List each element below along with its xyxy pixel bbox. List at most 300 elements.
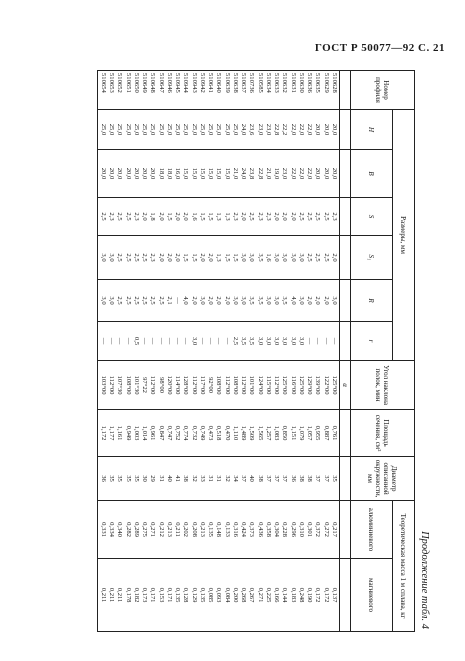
cell-mg-11: 0,268 xyxy=(240,587,248,603)
cell-al-2: 0,372 xyxy=(314,522,322,537)
cell-D-28: 36 xyxy=(100,475,107,482)
cell-r-24: 0,5 xyxy=(133,336,140,346)
cell-B-8: 21,0 xyxy=(265,167,272,180)
cell-a-18: 128°00 xyxy=(182,375,190,395)
column-diameter xyxy=(97,457,339,501)
cell-r-0: — xyxy=(331,337,338,345)
cell-p-0: 510628 xyxy=(331,73,338,93)
cell-S1-9: 3,5 xyxy=(256,253,264,262)
cell-S-22: 1,8 xyxy=(149,212,157,221)
cell-S-13: 1,3 xyxy=(223,212,231,221)
header-profile: Номер профиля xyxy=(351,71,415,110)
cell-a-23: 97°22 xyxy=(141,377,149,393)
profiles-table xyxy=(97,70,415,632)
cell-B-18: 15,0 xyxy=(182,167,190,180)
cell-H-11: 24,0 xyxy=(240,123,248,136)
cell-p-6: 510632 xyxy=(281,73,289,93)
cell-R-16: 3,0 xyxy=(199,296,206,305)
column-S1 xyxy=(97,236,339,280)
cell-S-12: 2,3 xyxy=(232,212,239,221)
cell-S-25: 2,5 xyxy=(124,212,132,221)
cell-D-2: 37 xyxy=(314,475,322,482)
cell-a-0: 125°00 xyxy=(331,375,338,395)
cell-p-21: 510647 xyxy=(157,73,165,93)
cell-S1-1: 2,5 xyxy=(322,253,330,262)
cell-R-27: 3,0 xyxy=(108,296,116,305)
cell-S-6: 2,0 xyxy=(281,212,289,221)
cell-r-26: — xyxy=(116,337,124,345)
cell-D-10: 40 xyxy=(248,475,256,482)
column-S xyxy=(97,198,339,236)
cell-R-21: 2,5 xyxy=(157,296,165,305)
cell-H-15: 25,0 xyxy=(207,123,215,136)
cell-F-6: 0,850 xyxy=(281,425,289,441)
cell-H-12: 25,0 xyxy=(232,123,239,136)
cell-F-22: 0,961 xyxy=(149,425,157,441)
cell-H-28: 25,0 xyxy=(100,123,107,136)
cell-al-23: 0,275 xyxy=(141,522,149,537)
cell-mg-8: 0,225 xyxy=(265,587,272,603)
header-mass-group: Теоретическая масса 1 м сплава, кг xyxy=(393,501,415,632)
cell-B-0: 20,0 xyxy=(331,167,338,180)
cell-mg-25: 0,178 xyxy=(124,587,132,603)
cell-a-15: 92°00 xyxy=(207,377,215,393)
cell-r-13: — xyxy=(223,337,231,345)
cell-al-0: 0,217 xyxy=(331,522,338,537)
cell-S1-15: 2,0 xyxy=(207,253,215,262)
cell-al-16: 0,213 xyxy=(199,522,206,537)
cell-R-23: 2,5 xyxy=(141,296,149,305)
cell-p-7: 510633 xyxy=(273,73,281,93)
cell-R-9: 3,5 xyxy=(256,296,264,305)
cell-a-2: 139°00 xyxy=(314,375,322,395)
cell-al-6: 0,228 xyxy=(281,522,289,537)
cell-F-28: 1,172 xyxy=(100,425,107,441)
cell-a-17: 112°00 xyxy=(190,375,198,395)
cell-H-10: 23,6 xyxy=(248,123,256,136)
cell-p-14: 510640 xyxy=(215,73,223,93)
cell-S-16: 1,5 xyxy=(199,212,206,221)
cell-al-3: 0,301 xyxy=(306,522,314,537)
column-r xyxy=(97,322,339,361)
cell-H-26: 25,0 xyxy=(116,123,124,136)
cell-D-12: 34 xyxy=(232,475,239,482)
column-mass-aluminium xyxy=(97,501,339,559)
cell-al-5: 0,296 xyxy=(289,522,297,537)
cell-S-1: 2,5 xyxy=(322,212,330,221)
cell-D-23: 30 xyxy=(141,475,149,482)
cell-S-24: 2,3 xyxy=(133,212,140,221)
cell-al-8: 0,358 xyxy=(265,522,272,537)
cell-r-19: — xyxy=(174,337,182,345)
cell-S-7: 2,0 xyxy=(273,212,281,221)
cell-mg-0: 0,137 xyxy=(331,587,338,603)
cell-r-15: — xyxy=(207,337,215,345)
cell-S-3: 2,5 xyxy=(306,212,314,221)
cell-F-8: 1,257 xyxy=(265,425,272,441)
cell-p-17: 510943 xyxy=(190,73,198,93)
cell-B-24: 20,0 xyxy=(133,167,140,180)
cell-al-4: 0,310 xyxy=(298,522,305,537)
cell-B-2: 20,0 xyxy=(314,167,322,180)
cell-S-23: 2,0 xyxy=(141,212,149,221)
cell-R-2: 2,0 xyxy=(314,296,322,305)
cell-R-22: 2,5 xyxy=(149,296,157,305)
cell-B-16: 15,0 xyxy=(199,167,206,180)
cell-H-13: 25,0 xyxy=(223,123,231,136)
header-B: B xyxy=(351,150,393,198)
cell-mg-21: 0,153 xyxy=(157,587,165,603)
header-sizes-group: Размеры, мм xyxy=(393,110,415,361)
cell-B-17: 15,0 xyxy=(190,167,198,180)
cell-F-21: 0,847 xyxy=(157,425,165,441)
cell-al-24: 0,289 xyxy=(133,522,140,537)
cell-al-21: 0,212 xyxy=(157,522,165,537)
cell-D-27: 35 xyxy=(108,475,116,482)
cell-H-21: 25,0 xyxy=(157,123,165,136)
cell-p-26: 510652 xyxy=(116,73,124,93)
cell-a-9: 124°00 xyxy=(256,375,264,395)
cell-al-25: 0,282 xyxy=(124,522,132,537)
cell-r-16: — xyxy=(199,337,206,345)
cell-R-20: 2,1 xyxy=(166,296,173,305)
cell-S1-7: 3,0 xyxy=(273,253,281,262)
cell-R-11: 3,0 xyxy=(240,296,248,305)
cell-p-9: 510585 xyxy=(256,73,264,93)
cell-p-13: 510639 xyxy=(223,73,231,93)
cell-R-8: 3,0 xyxy=(265,296,272,305)
cell-a-3: 129°00 xyxy=(306,375,314,395)
cell-p-20: 510946 xyxy=(166,73,173,93)
cell-al-17: 0,208 xyxy=(190,522,198,537)
cell-H-22: 25,0 xyxy=(149,123,157,136)
cell-S1-21: 2,0 xyxy=(157,253,165,262)
cell-p-27: 510653 xyxy=(108,73,116,93)
cell-r-2: — xyxy=(314,337,322,345)
cell-B-13: 15,0 xyxy=(223,167,231,180)
column-area xyxy=(97,410,339,457)
cell-F-3: 1,057 xyxy=(306,425,314,441)
cell-mg-1: 0,172 xyxy=(322,587,330,603)
cell-mg-6: 0,144 xyxy=(281,587,289,603)
cell-S1-25: 2,5 xyxy=(124,253,132,262)
header-area: Площадь сечения, см² xyxy=(351,410,415,457)
cell-F-19: 0,752 xyxy=(174,425,182,441)
cell-r-20: — xyxy=(166,337,173,345)
cell-D-21: 31 xyxy=(157,475,165,482)
cell-S-28: 2,5 xyxy=(100,212,107,221)
cell-mg-13: 0,084 xyxy=(223,587,231,603)
cell-a-21: 98°00 xyxy=(157,377,165,393)
cell-B-27: 20,0 xyxy=(108,167,116,180)
cell-mg-17: 0,129 xyxy=(190,587,198,603)
cell-R-3: 2,0 xyxy=(306,296,314,305)
cell-r-22: — xyxy=(149,337,157,345)
header-diameter: Диаметр описанной окружности, мм xyxy=(351,457,415,501)
column-H xyxy=(97,110,339,150)
cell-p-4: 510630 xyxy=(298,73,305,93)
cell-mg-4: 0,248 xyxy=(298,587,305,603)
cell-a-27: 112°00 xyxy=(108,375,116,395)
cell-r-17: 3,0 xyxy=(190,336,198,346)
cell-B-21: 18,0 xyxy=(157,167,165,180)
cell-S1-18: 1,5 xyxy=(182,253,190,262)
cell-H-5: 22,0 xyxy=(289,123,297,136)
cell-a-22: 112°00 xyxy=(149,375,157,395)
cell-R-18: 4,0 xyxy=(182,296,190,305)
cell-mg-20: 0,171 xyxy=(166,587,173,603)
cell-H-27: 25,0 xyxy=(108,123,116,136)
cell-p-15: 510641 xyxy=(207,73,215,93)
cell-r-4: 3,0 xyxy=(298,336,305,346)
cell-S1-10: 3,0 xyxy=(248,253,256,262)
cell-al-10: 0,373 xyxy=(248,522,256,537)
cell-D-4: 38 xyxy=(298,475,305,482)
cell-F-20: 0,747 xyxy=(166,425,173,441)
cell-F-1: 0,887 xyxy=(322,425,330,441)
cell-S-15: 1,5 xyxy=(207,212,215,221)
cell-H-0: 20,0 xyxy=(331,123,338,136)
cell-R-24: 2,5 xyxy=(133,296,140,305)
cell-S1-5: 3,0 xyxy=(289,253,297,262)
cell-r-18: — xyxy=(182,337,190,345)
cell-al-7: 0,304 xyxy=(273,522,281,537)
cell-a-16: 117°00 xyxy=(199,375,206,395)
cell-al-11: 0,424 xyxy=(240,522,248,537)
header-aluminium: алюминиевого xyxy=(351,501,393,559)
cell-S-2: 2,5 xyxy=(314,212,322,221)
cell-S-18: 2,0 xyxy=(182,212,190,221)
cell-B-25: 20,0 xyxy=(124,167,132,180)
cell-al-28: 0,331 xyxy=(100,522,107,537)
cell-p-5: 510631 xyxy=(289,73,297,93)
cell-F-4: 1,079 xyxy=(298,425,305,441)
cell-B-1: 20,0 xyxy=(322,167,330,180)
cell-mg-19: 0,135 xyxy=(174,587,182,603)
cell-S-17: 1,6 xyxy=(190,212,198,221)
cell-S1-0: 2,0 xyxy=(331,253,338,262)
cell-S-0: 2,3 xyxy=(331,212,338,221)
cell-H-25: 25,0 xyxy=(124,123,132,136)
cell-F-7: 1,083 xyxy=(273,425,281,441)
cell-B-5: 22,0 xyxy=(289,167,297,180)
cell-S-20: 1,5 xyxy=(166,212,173,221)
cell-p-3: 510636 xyxy=(306,73,314,93)
cell-R-6: 3,5 xyxy=(281,296,289,305)
cell-p-23: 510649 xyxy=(141,73,149,93)
cell-D-5: 36 xyxy=(289,475,297,482)
cell-R-4: 3,0 xyxy=(298,296,305,305)
cell-a-25: 108°00 xyxy=(124,375,132,395)
cell-a-13: 112°00 xyxy=(223,375,231,395)
cell-mg-10: 0,267 xyxy=(248,587,256,603)
cell-p-19: 510945 xyxy=(174,73,182,93)
cell-F-18: 0,774 xyxy=(182,425,190,441)
cell-al-9: 0,436 xyxy=(256,522,264,537)
cell-D-20: 40 xyxy=(166,475,173,482)
cell-p-1: 510629 xyxy=(322,73,330,93)
header-H: H xyxy=(351,110,393,150)
cell-S1-6: 3,0 xyxy=(281,253,289,262)
cell-S1-28: 3,0 xyxy=(100,253,107,262)
column-mass-magnesium xyxy=(97,559,339,632)
cell-S-9: 2,3 xyxy=(256,212,264,221)
cell-R-13: 2,0 xyxy=(223,296,231,305)
cell-H-9: 23,0 xyxy=(256,123,264,136)
cell-B-20: 18,0 xyxy=(166,167,173,180)
cell-B-4: 22,0 xyxy=(298,167,305,180)
cell-D-3: 38 xyxy=(306,475,314,482)
cell-B-3: 22,0 xyxy=(306,167,314,180)
cell-R-25: 2,5 xyxy=(124,296,132,305)
cell-p-11: 510637 xyxy=(240,73,248,93)
cell-r-28: — xyxy=(100,337,107,345)
cell-B-11: 24,0 xyxy=(240,167,248,180)
cell-r-27: — xyxy=(108,337,116,345)
cell-R-5: 4,0 xyxy=(289,296,297,305)
cell-al-14: 0,148 xyxy=(215,522,223,537)
cell-p-22: 510648 xyxy=(149,73,157,93)
cell-R-17: 2,0 xyxy=(190,296,198,305)
cell-a-4: 125°00 xyxy=(298,375,305,395)
cell-al-20: 0,213 xyxy=(166,522,173,537)
cell-B-23: 20,0 xyxy=(141,167,149,180)
cell-mg-15: 0,085 xyxy=(207,587,215,603)
cell-r-12: 2,5 xyxy=(232,336,239,346)
cell-S1-2: 2,5 xyxy=(314,253,322,262)
cell-r-9: 3,0 xyxy=(256,336,264,346)
cell-R-7: 3,0 xyxy=(273,296,281,305)
cell-p-28: 510654 xyxy=(100,73,107,93)
cell-S1-12: 1,5 xyxy=(232,253,239,262)
cell-F-25: 0,949 xyxy=(124,425,132,441)
cell-al-26: 0,340 xyxy=(116,522,124,537)
header-angle: Угол наклона полок, мин xyxy=(351,361,415,410)
cell-F-26: 1,161 xyxy=(116,425,124,441)
header-alpha: α xyxy=(340,361,351,410)
cell-F-16: 0,749 xyxy=(199,425,206,441)
cell-F-27: 1,177 xyxy=(108,425,116,441)
cell-r-3: — xyxy=(306,337,314,345)
cell-mg-9: 0,271 xyxy=(256,587,264,603)
cell-D-22: 29 xyxy=(149,475,157,482)
cell-D-7: 37 xyxy=(273,475,281,482)
cell-F-14: 0,518 xyxy=(215,425,223,441)
cell-D-0: 35 xyxy=(331,475,338,482)
cell-R-1: 2,0 xyxy=(322,296,330,305)
page-header: ГОСТ Р 50077—92 С. 21 xyxy=(314,42,445,54)
cell-R-15: 2,0 xyxy=(207,296,215,305)
cell-r-6: 3,0 xyxy=(281,336,289,346)
cell-H-20: 25,0 xyxy=(166,123,173,136)
cell-D-14: 31 xyxy=(215,475,223,482)
cell-a-1: 122°00 xyxy=(322,375,330,395)
cell-D-1: 37 xyxy=(322,475,330,482)
cell-D-18: 38 xyxy=(182,475,190,482)
cell-D-26: 35 xyxy=(116,475,124,482)
cell-F-0: 0,761 xyxy=(331,425,338,441)
cell-S1-14: 1,3 xyxy=(215,253,223,262)
cell-mg-14: 0,093 xyxy=(215,587,223,603)
cell-D-24: 35 xyxy=(133,475,140,482)
cell-D-15: 31 xyxy=(207,475,215,482)
cell-H-16: 25,0 xyxy=(199,123,206,136)
cell-D-16: 33 xyxy=(199,475,206,482)
cell-mg-3: 0,190 xyxy=(306,587,314,603)
cell-al-15: 0,135 xyxy=(207,522,215,537)
cell-mg-7: 0,166 xyxy=(273,587,281,603)
cell-B-6: 23,0 xyxy=(281,167,289,180)
cell-a-24: 101°30 xyxy=(133,375,140,395)
cell-H-17: 25,0 xyxy=(190,123,198,136)
cell-B-28: 20,0 xyxy=(100,167,107,180)
cell-S1-19: 2,0 xyxy=(174,253,182,262)
cell-r-21: — xyxy=(157,337,165,345)
cell-S1-22: 2,3 xyxy=(149,253,157,262)
cell-p-2: 510635 xyxy=(314,73,322,93)
cell-B-12: 21,0 xyxy=(232,167,239,180)
cell-H-18: 25,0 xyxy=(182,123,190,136)
cell-H-8: 23,0 xyxy=(265,123,272,136)
cell-al-22: 0,271 xyxy=(149,522,157,537)
cell-H-7: 22,8 xyxy=(273,123,281,136)
cell-r-1: — xyxy=(322,337,330,345)
cell-H-6: 22,2 xyxy=(281,123,289,136)
cell-mg-16: 0,135 xyxy=(199,587,206,603)
cell-a-28: 103°00 xyxy=(100,375,107,395)
cell-S1-16: 2,0 xyxy=(199,253,206,262)
cell-al-27: 0,334 xyxy=(108,522,116,537)
cell-B-10: 23,8 xyxy=(248,167,256,180)
cell-r-10: 3,5 xyxy=(248,336,256,346)
cell-H-2: 20,0 xyxy=(314,123,322,136)
cell-H-23: 25,0 xyxy=(141,123,149,136)
cell-D-8: 37 xyxy=(265,475,272,482)
cell-r-8: 3,0 xyxy=(265,336,272,346)
cell-S-27: 2,3 xyxy=(108,212,116,221)
cell-a-6: 125°00 xyxy=(281,375,289,395)
cell-D-11: 37 xyxy=(240,475,248,482)
cell-a-20: 120°00 xyxy=(166,375,173,395)
cell-mg-5: 0,183 xyxy=(289,587,297,603)
cell-r-11: 3,5 xyxy=(240,336,248,346)
cell-S-21: 2,0 xyxy=(157,212,165,221)
cell-F-11: 1,489 xyxy=(240,425,248,441)
cell-S-10: 2,5 xyxy=(248,212,256,221)
cell-B-14: 15,0 xyxy=(215,167,223,180)
cell-F-17: 0,732 xyxy=(190,425,198,441)
cell-F-12: 1,110 xyxy=(232,425,239,441)
cell-S1-8: 1,6 xyxy=(265,253,272,262)
cell-p-24: 510650 xyxy=(133,73,140,93)
cell-D-13: 32 xyxy=(223,475,231,482)
cell-F-15: 0,473 xyxy=(207,425,215,441)
cell-a-19: 114°00 xyxy=(174,375,182,395)
cell-mg-2: 0,172 xyxy=(314,587,322,603)
header-magnesium: магниевого xyxy=(351,559,393,632)
cell-F-2: 0,955 xyxy=(314,425,322,441)
cell-mg-26: 0,211 xyxy=(116,587,124,603)
rotated-table-block xyxy=(68,70,433,631)
cell-H-14: 25,0 xyxy=(215,123,223,136)
cell-a-26: 107°30 xyxy=(116,375,124,395)
cell-mg-23: 0,173 xyxy=(141,587,149,603)
cell-D-17: 32 xyxy=(190,475,198,482)
cell-mg-27: 0,211 xyxy=(108,587,116,603)
cell-B-9: 22,8 xyxy=(256,167,264,180)
cell-H-3: 22,0 xyxy=(306,123,314,136)
cell-a-10: 101°00 xyxy=(248,375,256,395)
